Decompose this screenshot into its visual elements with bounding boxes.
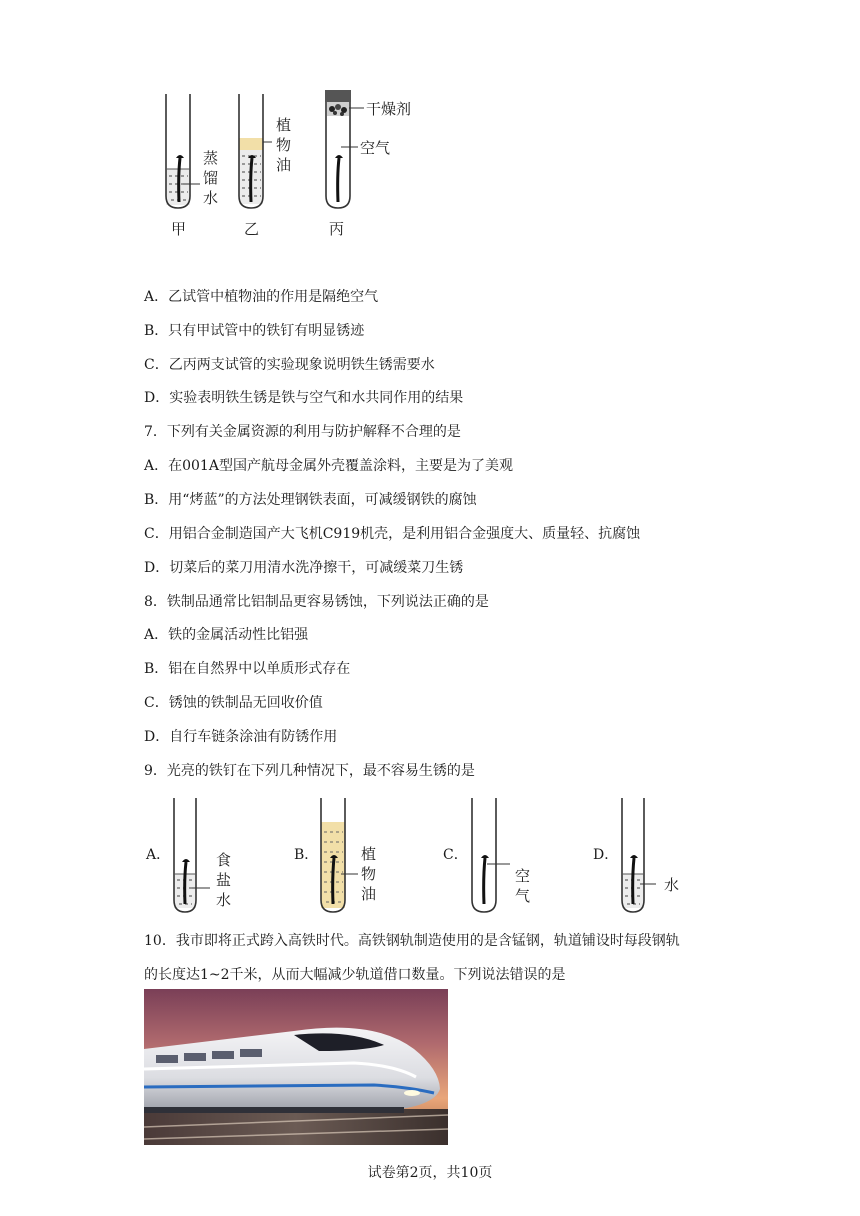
q7-stem: 7．下列有关金属资源的利用与防护解释不合理的是 [144,424,461,440]
q9-option-c-letter: C． [443,847,468,863]
q6-option-b: B．只有甲试管中的铁钉有明显锈迹 [144,323,365,339]
q7-option-c: C．用铝合金制造国产大飞机C919机壳，是利用铝合金强度大、质量轻、抗腐蚀 [144,526,641,542]
q7-option-d: D．切菜后的菜刀用清水洗净擦干，可减缓菜刀生锈 [144,560,464,576]
q8-option-d: D．自行车链条涂油有防锈作用 [144,729,338,745]
label-tube-jia: 甲 [171,220,187,238]
label-tube-bing: 丙 [329,220,345,238]
q9-stem: 9．光亮的铁钉在下列几种情况下，最不容易生锈的是 [144,763,475,779]
page-footer: 试卷第2页，共10页 [367,1165,493,1181]
q6-option-a: A．乙试管中植物油的作用是隔绝空气 [144,289,379,305]
q9-option-b-letter: B． [294,847,319,863]
q8-option-a: A．铁的金属活动性比铝强 [144,627,309,643]
q9-option-d-letter: D． [593,847,619,863]
q6-option-c: C．乙丙两支试管的实验现象说明铁生锈需要水 [144,357,435,373]
label-distilled-water: 蒸 馏 水 [203,149,219,207]
q8-option-b: B．铝在自然界中以单质形式存在 [144,661,351,677]
tube-jia [166,94,200,208]
tube-yi [239,94,272,208]
q10-stem-line2: 的长度达1~2千米，从而大幅减少轨道借口数量。下列说法错误的是 [144,967,566,983]
q9-tube-d [622,798,656,912]
q8-option-c: C．锈蚀的铁制品无回收价值 [144,695,323,711]
q9-label-water: 水 [664,876,680,894]
q7-option-b: B．用“烤蓝”的方法处理钢铁表面，可减缓钢铁的腐蚀 [144,492,477,508]
tube-bing [325,90,364,208]
q9-tube-c [472,798,510,912]
q9-option-a-letter: A． [146,847,171,863]
q6-option-d: D．实验表明铁生锈是铁与空气和水共同作用的结果 [144,390,464,406]
q7-option-a: A．在001A型国产航母金属外壳覆盖涂料，主要是为了美观 [144,458,513,474]
q8-stem: 8．铁制品通常比铝制品更容易锈蚀，下列说法正确的是 [144,594,489,610]
label-tube-yi: 乙 [244,220,260,238]
q9-label-salt-water: 食 盐 水 [216,851,232,909]
q10-stem-line1: 10．我市即将正式跨入高铁时代。高铁钢轨制造使用的是含锰钢，轨道铺设时每段钢轨 [144,933,680,949]
q9-label-air: 空 气 [515,867,531,905]
q9-tube-b [321,798,358,912]
label-air: 空气 [360,139,391,157]
label-plant-oil: 植 物 油 [276,116,292,174]
q9-label-plant-oil: 植 物 油 [361,845,377,903]
q9-tube-a [174,798,210,912]
label-desiccant: 干燥剂 [366,100,412,118]
high-speed-train-photo [144,989,448,1145]
